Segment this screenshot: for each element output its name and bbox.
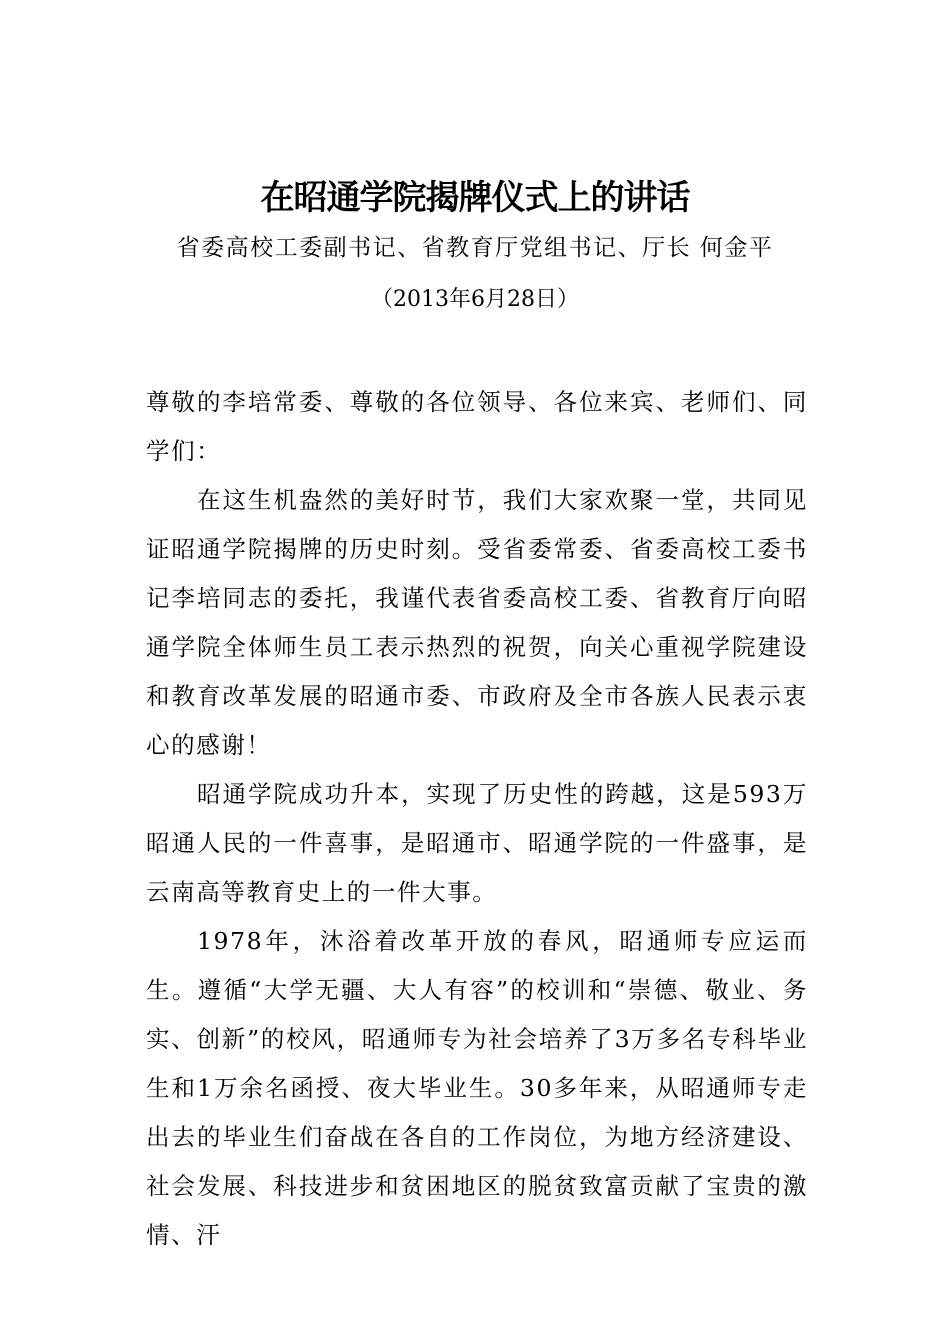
paragraph-1: 在这生机盎然的美好时节，我们大家欢聚一堂，共同见证昭通学院揭牌的历史时刻。受省委常委、省委高校工委书记李培同志的委托，我谨代表省委高校工委、省教育厅向昭通学院全体师生员工表示热烈的祝贺，向关心重视学院建设和教育改革发展的昭通市委、市政府及全市各族人民表示衷心的感谢！ [146,486,808,759]
author-line: 省委高校工委副书记、省教育厅党组书记、厅长 何金平 [176,235,774,261]
date-line: （2013年6月28日） [371,287,579,312]
paragraph-3: 1978年，沐浴着改革开放的春风，昭通师专应运而生。遵循“大学无疆、大人有容”的校训和“崇德、敬业、务实、创新”的校风，昭通师专为社会培养了3万多名专科毕业生和1万余名函授、夜大毕业生。30多年来，从昭通师专走出去的毕业生们奋战在各自的工作岗位，为地方经济建设、社会发展、科技进步和贫困地区的脱贫致富贡献了宝贵的激情、汗 [146,927,808,1249]
document-body [146,378,808,1260]
document-title: 在昭通学院揭牌仪式上的讲话 [260,178,690,218]
salutation: 尊敬的李培常委、尊敬的各位领导、各位来宾、老师们、同学们： [146,388,808,465]
paragraph-2: 昭通学院成功升本，实现了历史性的跨越，这是593万昭通人民的一件喜事，是昭通市、昭通学院的一件盛事，是云南高等教育史上的一件大事。 [146,780,808,906]
